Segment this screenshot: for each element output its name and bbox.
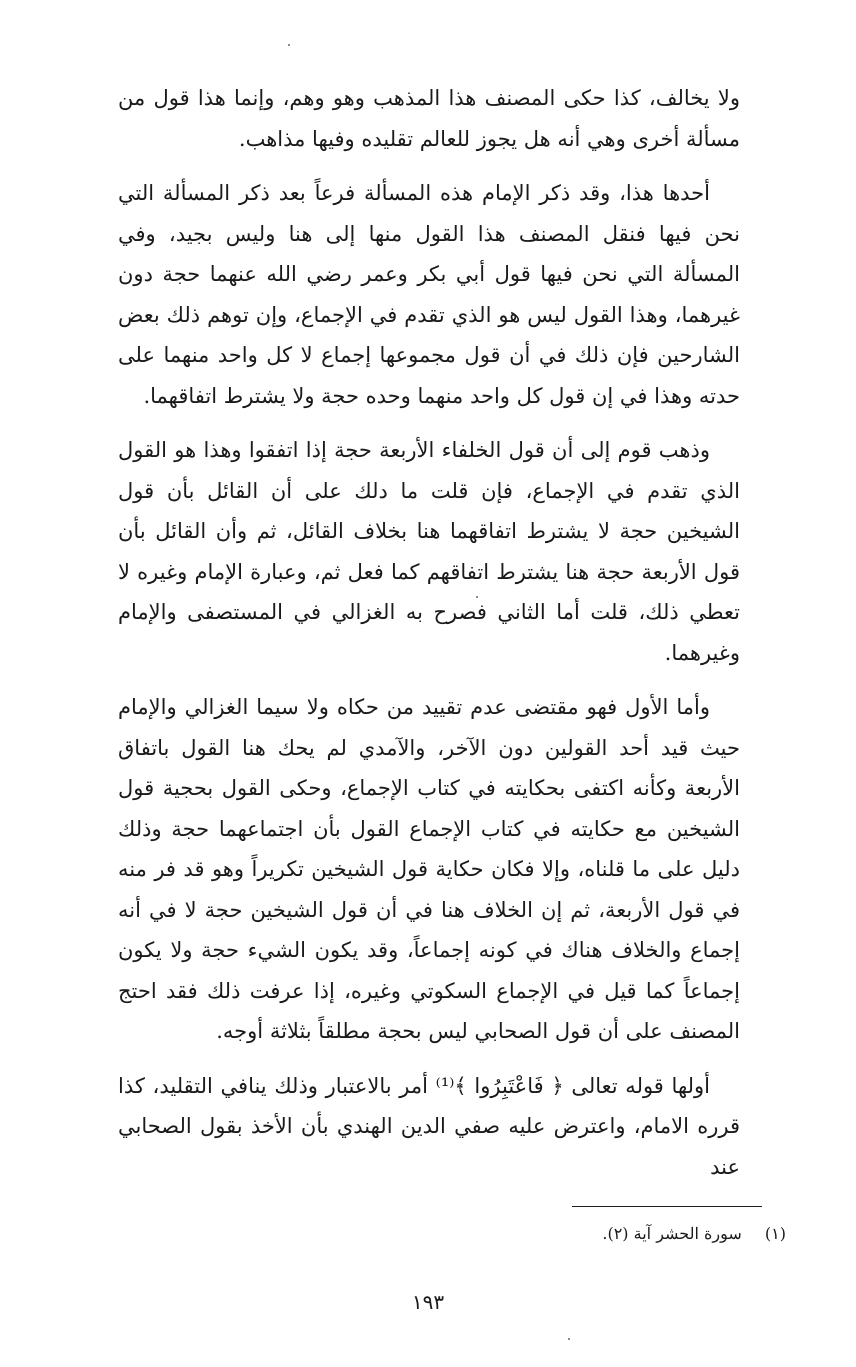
scan-speck (476, 596, 478, 598)
footnote-number: (١) (764, 1224, 786, 1243)
footnote-text: سورة الحشر آية (٢). (602, 1224, 742, 1243)
paragraph-5: أولها قوله تعالى ﴿ فَاعْتَبِرُوا ﴾⁽¹⁾ أمر بالاعتبار وذلك ينافي التقليد، كذا قرره الامام، واعترض عليه صفي الدين الهندي بأن الأخذ بقول الصحابي عند (118, 1073, 740, 1179)
paragraph-1: ولا يخالف، كذا حكى المصنف هذا المذهب وهو وهم، وإنما هذا قول من مسألة أخرى وهي أنه هل يجوز للعالم تقليده وفيها مذاهب. (118, 86, 740, 151)
footnote-divider (572, 1206, 762, 1207)
footnote (486, 1222, 786, 1246)
paragraph-4: وأما الأول فهو مقتضى عدم تقييد من حكاه ولا سيما الغزالي والإمام حيث قيد أحد القولين دون الآخر، والآمدي لم يحك هنا القول باتفاق الأربعة وكأنه اكتفى بحكايته في كتاب الإجماع، وحكى القول بحجية قول الشيخين مع حكايته في كتاب الإجماع القول بأن اجتماعهما حجة وذلك دليل على ما قلناه، وإلا فكان حكاية قول الشيخين تكريراً وهو قد فر منه في قول الأربعة، ثم إن الخلاف هنا في أن قول الشيخين حجة لا في أنه إجماع والخلاف هناك في كونه إجماعاً، وقد يكون الشيء حجة ولا يكون إجماعاً كما قيل في الإجماع السكوتي وغيره، إذا عرفت ذلك فقد احتج المصنف على أن قول الصحابي ليس بحجة مطلقاً بثلاثة أوجه. (118, 695, 740, 1043)
paragraph-2: أحدها هذا، وقد ذكر الإمام هذه المسألة فرعاً بعد ذكر المسألة التي نحن فيها فنقل المصنف هذا القول منها إلى هنا وليس بجيد، وفي المسألة التي نحن فيها قول أبي بكر وعمر رضي الله عنهما حجة دون غيرهما، وهذا القول ليس هو الذي تقدم في الإجماع، وإن توهم ذلك بعض الشارحين فإن ذلك في أن قول مجموعها إجماع لا كل واحد منهما على حدته وهذا في إن قول كل واحد منهما وحده حجة ولا يشترط اتفاقهما. (118, 181, 740, 408)
page-number: ١٩٣ (411, 1290, 445, 1314)
main-text (118, 78, 740, 1201)
paragraph-3: وذهب قوم إلى أن قول الخلفاء الأربعة حجة إذا اتفقوا وهذا هو القول الذي تقدم في الإجماع، فإن قلت ما دلك على أن القائل بأن قول الشيخين حجة لا يشترط اتفاقهما هنا بخلاف القائل، ثم وأن القائل بأن قول الأربعة حجة هنا يشترط اتفاقهم كما فعل ثم، وعبارة الإمام وغيره لا تعطي ذلك، قلت أما الثاني فصرح به الغزالي في المستصفى والإمام وغيرهما. (118, 438, 740, 665)
scan-speck (568, 1338, 570, 1340)
scan-speck (288, 44, 290, 46)
